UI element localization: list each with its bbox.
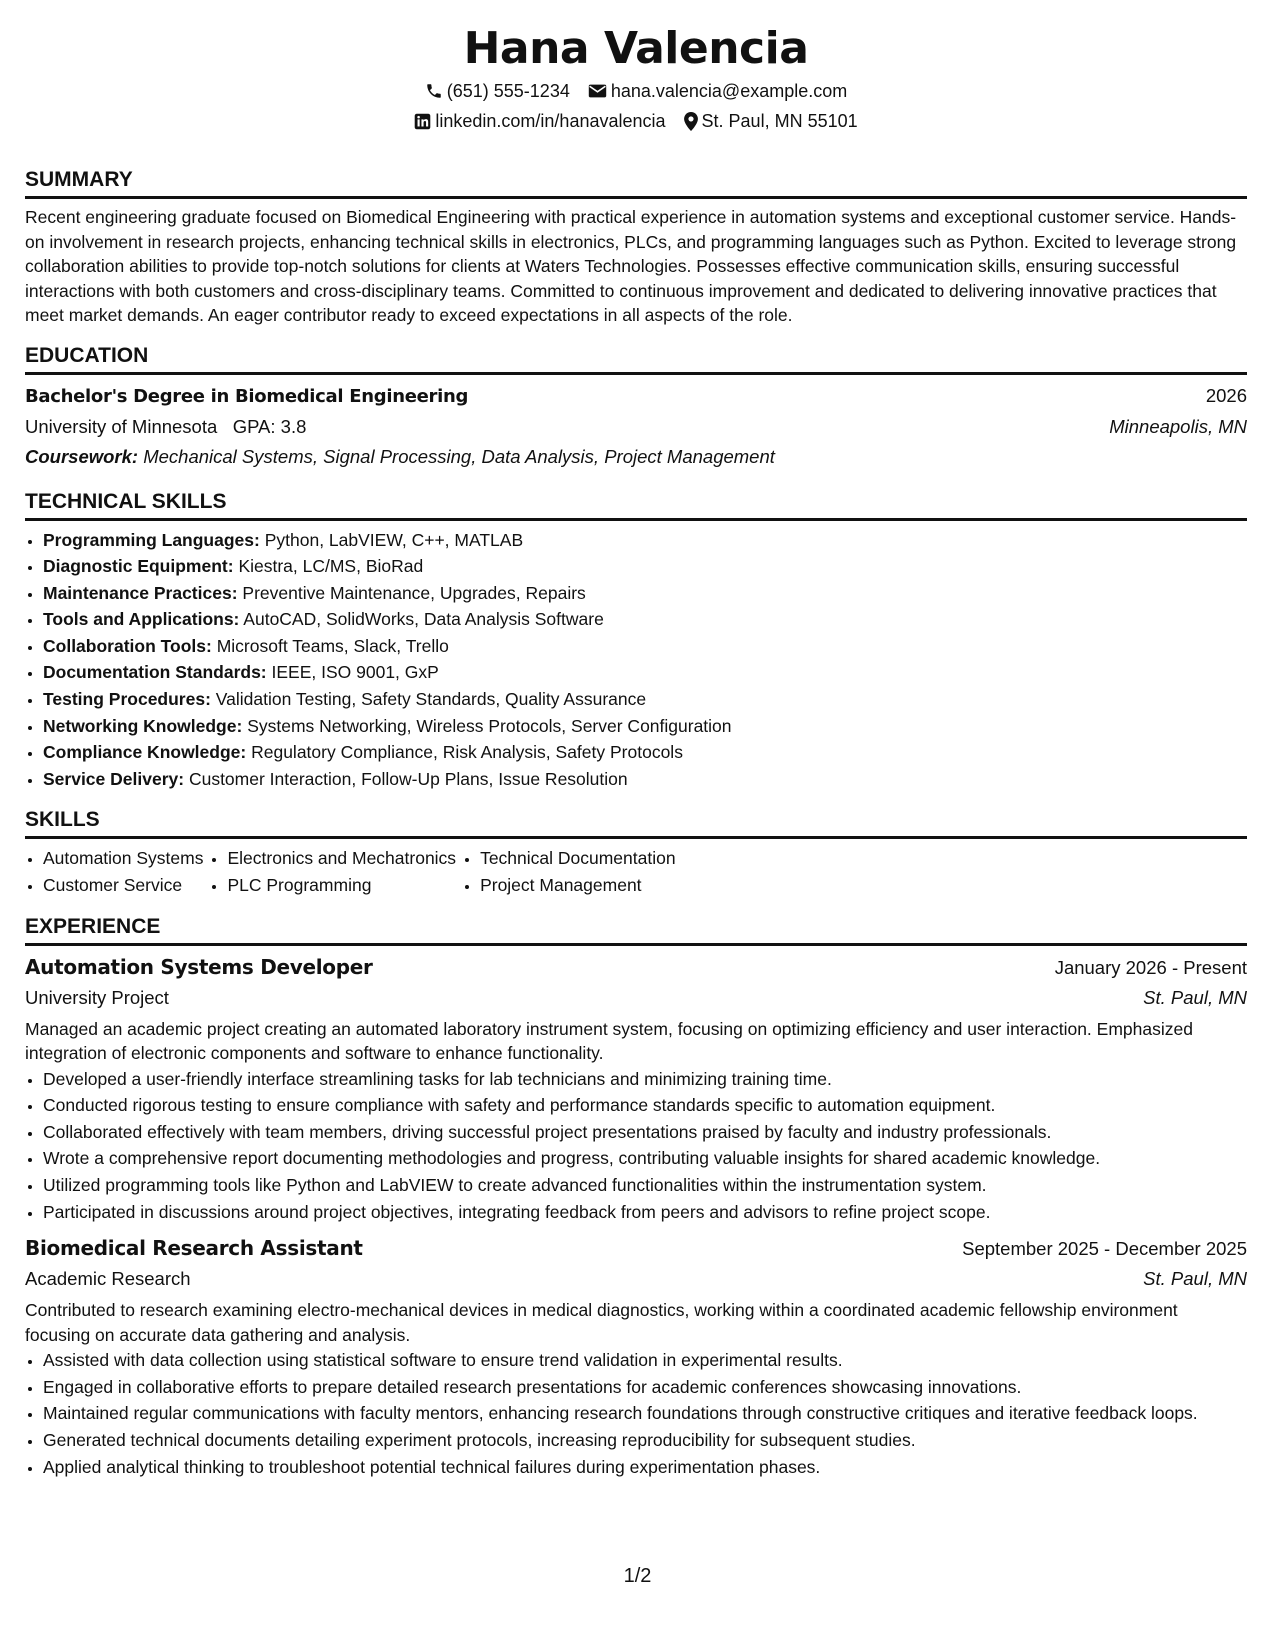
list-item: • Service Delivery: Customer Interaction, Follow-Up Plans, Issue Resolution [43,766,1247,793]
gpa: GPA: 3.8 [232,415,307,437]
job-header [25,1233,1247,1264]
location-contact [684,106,858,136]
skills-column [462,845,676,898]
phone-text: (651) 555-1234 [446,81,570,101]
linkedin-text: linkedin.com/in/hanavalencia [435,111,666,131]
list-item: • Applied analytical thinking to troubleshoot potential technical failures during experimentation phases. [43,1454,1247,1481]
page-number: 1/2 [623,1565,652,1587]
list-item: • Automation Systems [43,845,203,872]
map-pin-icon [684,112,698,131]
section-title: EDUCATION [25,342,1247,375]
job-location: St. Paul, MN [1143,986,1247,1008]
list-item: • Testing Procedures: Validation Testing, Safety Standards, Quality Assurance [43,686,1247,713]
list-item: • Maintenance Practices: Preventive Maintenance, Upgrades, Repairs [43,580,1247,607]
email-text: hana.valencia@example.com [610,81,848,101]
job-header [25,952,1247,983]
school-info [25,412,306,442]
job-entry [25,1233,1247,1480]
list-item: • Compliance Knowledge: Regulatory Compliance, Risk Analysis, Safety Protocols [43,739,1247,766]
school-name: University of Minnesota [25,415,218,437]
summary-section [25,166,1247,328]
education-row-1 [25,381,1247,412]
list-item: • Networking Knowledge: Systems Networking, Wireless Protocols, Server Configuration [43,713,1247,740]
list-item: • Programming Languages: Python, LabVIEW, C++, MATLAB [43,527,1247,554]
summary-text: Recent engineering graduate focused on Biomedical Engineering with practical experience in automation systems and exceptional customer service. Hands-on involvement in research projects, enhancing technical skills in electronics, PLCs, and programming languages such as Python. Excited to leverage strong collaboration abilities to provide top-notch solutions for clients at Waters Technologies. Possesses effective communication skills, ensuring successful interactions with both customers and cross-disciplinary teams. Committed to continuous improvement and dedicated to delivering innovative practices that meet market demands. An eager contributor ready to exceed expectations in all aspects of the role. [25,207,1237,325]
linkedin-icon [414,113,431,130]
email-contact[interactable] [588,76,847,106]
list-item: • PLC Programming [227,872,456,899]
education-section [25,342,1247,472]
job-description: Managed an academic project creating an automated laboratory instrument system, focusing on optimizing efficiency and user interaction. Emphasized integration of electronic components and software to enhance functionality. [25,1018,1193,1064]
list-item: • Customer Service [43,872,203,899]
list-item: • Maintained regular communications with faculty mentors, enhancing research foundations through constructive critiques and iterative feedback loops. [43,1400,1247,1427]
location-text: St. Paul, MN 55101 [701,111,858,131]
list-item: • Wrote a comprehensive report documenting methodologies and progress, contributing valuable insights for shared academic knowledge. [43,1145,1247,1172]
job-subheader [25,983,1247,1013]
contact-row-2 [25,106,1247,136]
section-title: SUMMARY [25,166,1247,199]
degree-title: Bachelor's Degree in Biomedical Engineering [25,385,469,407]
skills-column [25,845,203,898]
job-org: University Project [25,986,169,1008]
resume-page [25,0,1247,1480]
list-item: • Engaged in collaborative efforts to prepare detailed research presentations for academic conferences showcasing innovations. [43,1374,1247,1401]
experience-section [25,913,1247,1481]
job-entry [25,952,1247,1226]
list-item: • Conducted rigorous testing to ensure compliance with safety and performance standards specific to automation equipment. [43,1092,1247,1119]
job-title: Biomedical Research Assistant [25,1236,363,1261]
list-item: • Collaboration Tools: Microsoft Teams, Slack, Trello [43,633,1247,660]
job-org: Academic Research [25,1268,191,1290]
section-title: EXPERIENCE [25,913,1247,946]
list-item: • Tools and Applications: AutoCAD, SolidWorks, Data Analysis Software [43,606,1247,633]
job-subheader [25,1264,1247,1294]
linkedin-contact[interactable] [414,106,665,136]
list-item: • Documentation Standards: IEEE, ISO 9001, GxP [43,659,1247,686]
envelope-icon [588,83,607,99]
graduation-year: 2026 [1205,384,1247,406]
school-location: Minneapolis, MN [1109,415,1247,437]
skills-column [209,845,456,898]
job-bullets [25,1347,1247,1480]
candidate-name: Hana Valencia [463,23,809,74]
coursework-list: Mechanical Systems, Signal Processing, Data Analysis, Project Management [143,445,775,467]
job-dates: January 2026 - Present [1054,956,1247,978]
list-item: • Electronics and Mechatronics [227,845,456,872]
list-item: • Collaborated effectively with team members, driving successful project presentations praised by faculty and industry professionals. [43,1119,1247,1146]
list-item: • Technical Documentation [480,845,676,872]
list-item: • Assisted with data collection using statistical software to ensure trend validation in experimental results. [43,1347,1247,1374]
coursework-label: Coursework: [25,445,139,467]
coursework [25,442,1247,472]
contact-row-1 [25,76,1247,106]
section-title: SKILLS [25,806,1247,839]
section-title: TECHNICAL SKILLS [25,488,1247,521]
phone-icon [425,82,443,100]
list-item: • Project Management [480,872,676,899]
list-item: • Participated in discussions around project objectives, integrating feedback from peers and advisors to refine project scope. [43,1199,1247,1226]
skills-section [25,806,1247,898]
list-item: • Diagnostic Equipment: Kiestra, LC/MS, BioRad [43,553,1247,580]
list-item: • Utilized programming tools like Python and LabVIEW to create advanced functionalities within the instrumentation system. [43,1172,1247,1199]
technical-skills-section [25,488,1247,793]
job-dates: September 2025 - December 2025 [962,1238,1247,1260]
technical-skills-list [25,527,1247,793]
phone-contact[interactable] [425,76,570,106]
education-row-2 [25,412,1247,442]
skills-grid [25,845,1247,898]
job-description: Contributed to research examining electro-mechanical devices in medical diagnostics, working within a coordinated academic fellowship environment focusing on accurate data gathering and analysis. [25,1300,1178,1345]
job-title: Automation Systems Developer [25,954,373,979]
job-location: St. Paul, MN [1143,1268,1247,1290]
list-item: • Generated technical documents detailing experiment protocols, increasing reproducibility for subsequent studies. [43,1427,1247,1454]
job-bullets [25,1066,1247,1226]
list-item: • Developed a user-friendly interface streamlining tasks for lab technicians and minimizing training time. [43,1066,1247,1093]
